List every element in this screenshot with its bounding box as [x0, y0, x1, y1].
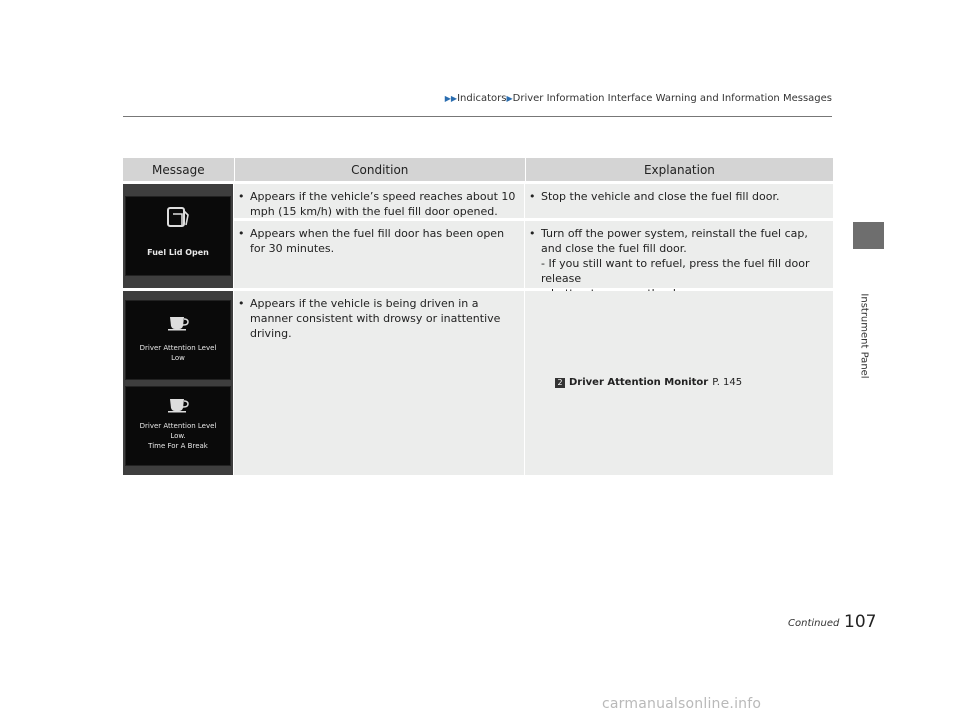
header-condition: Condition [351, 162, 409, 177]
bullet-icon: • [529, 190, 536, 203]
reference-icon: 2 [555, 378, 565, 388]
bullet-icon: • [238, 297, 245, 310]
sub-note-line-1: - If you still want to refuel, press the fuel fill door release [541, 257, 810, 285]
reference-title: Driver Attention Monitor [569, 377, 709, 388]
table-row [234, 221, 833, 288]
message-image-cell [123, 291, 233, 475]
section-tab [853, 222, 884, 249]
messages-table [123, 158, 833, 478]
table-row-group-fuel-lid [123, 184, 833, 288]
group-rows [234, 184, 833, 288]
arrow-icon: ▶ [506, 94, 513, 103]
table-row [234, 184, 833, 218]
explanation-text: Turn off the power system, reinstall the fuel cap, and close the fuel fill door. [541, 227, 808, 255]
explanation-cell [525, 221, 833, 288]
reference-page: P. 145 [712, 377, 743, 388]
breadcrumb [0, 93, 832, 104]
fuel-lid-open-text: Fuel Lid Open [147, 248, 209, 257]
explanation-cell [525, 291, 833, 475]
explanation-cell [525, 184, 833, 218]
explanation-text: Stop the vehicle and close the fuel fill door. [541, 190, 780, 203]
table-row-group-driver-attention [123, 291, 833, 475]
coffee-cup-icon [167, 397, 191, 413]
condition-text: Appears if the vehicle is being driven in a manner consistent with drowsy or inattentive driving. [250, 297, 501, 340]
condition-cell [234, 221, 525, 288]
header-explanation: Explanation [643, 162, 715, 177]
breadcrumb-part-2: Driver Information Interface Warning and Information Messages [512, 93, 832, 104]
condition-text: Appears if the vehicle’s speed reaches about 10 mph (15 km/h) with the fuel fill door opened. [250, 190, 516, 218]
driver-attention-low-screen [125, 300, 231, 380]
header-message: Message [152, 162, 205, 177]
fuel-door-icon [165, 205, 191, 231]
condition-text: Appears when the fuel fill door has been open for 30 minutes. [250, 227, 505, 255]
watermark: carmanualsonline.info [602, 696, 762, 712]
driver-attention-break-screen [125, 386, 231, 466]
bullet-icon: • [238, 190, 245, 203]
screen-line: Driver Attention Level [139, 422, 217, 430]
arrow-icon: ▶▶ [444, 94, 458, 103]
section-label-text: Instrument Panel [858, 293, 870, 379]
cross-reference-link[interactable] [555, 375, 742, 390]
section-label [852, 276, 876, 396]
condition-cell [234, 291, 525, 475]
header-rule [123, 116, 832, 117]
page-number: 107 [844, 612, 877, 632]
driver-attention-low-text [126, 343, 230, 363]
driver-attention-break-text [126, 421, 230, 451]
table-row [234, 291, 833, 475]
breadcrumb-part-1: Indicators [457, 93, 507, 104]
message-image-cell [123, 184, 233, 288]
screen-line: Driver Attention Level [139, 344, 217, 352]
continued-label: Continued [788, 618, 840, 629]
bullet-icon: • [529, 227, 536, 240]
screen-line: Low [171, 354, 185, 362]
coffee-cup-icon [167, 315, 191, 331]
bullet-icon: • [238, 227, 245, 240]
group-rows [234, 291, 833, 475]
screen-line: Time For A Break [148, 442, 208, 450]
screen-line: Low. [170, 432, 186, 440]
fuel-lid-open-screen [125, 196, 231, 276]
table-header [123, 158, 833, 181]
condition-cell [234, 184, 525, 218]
